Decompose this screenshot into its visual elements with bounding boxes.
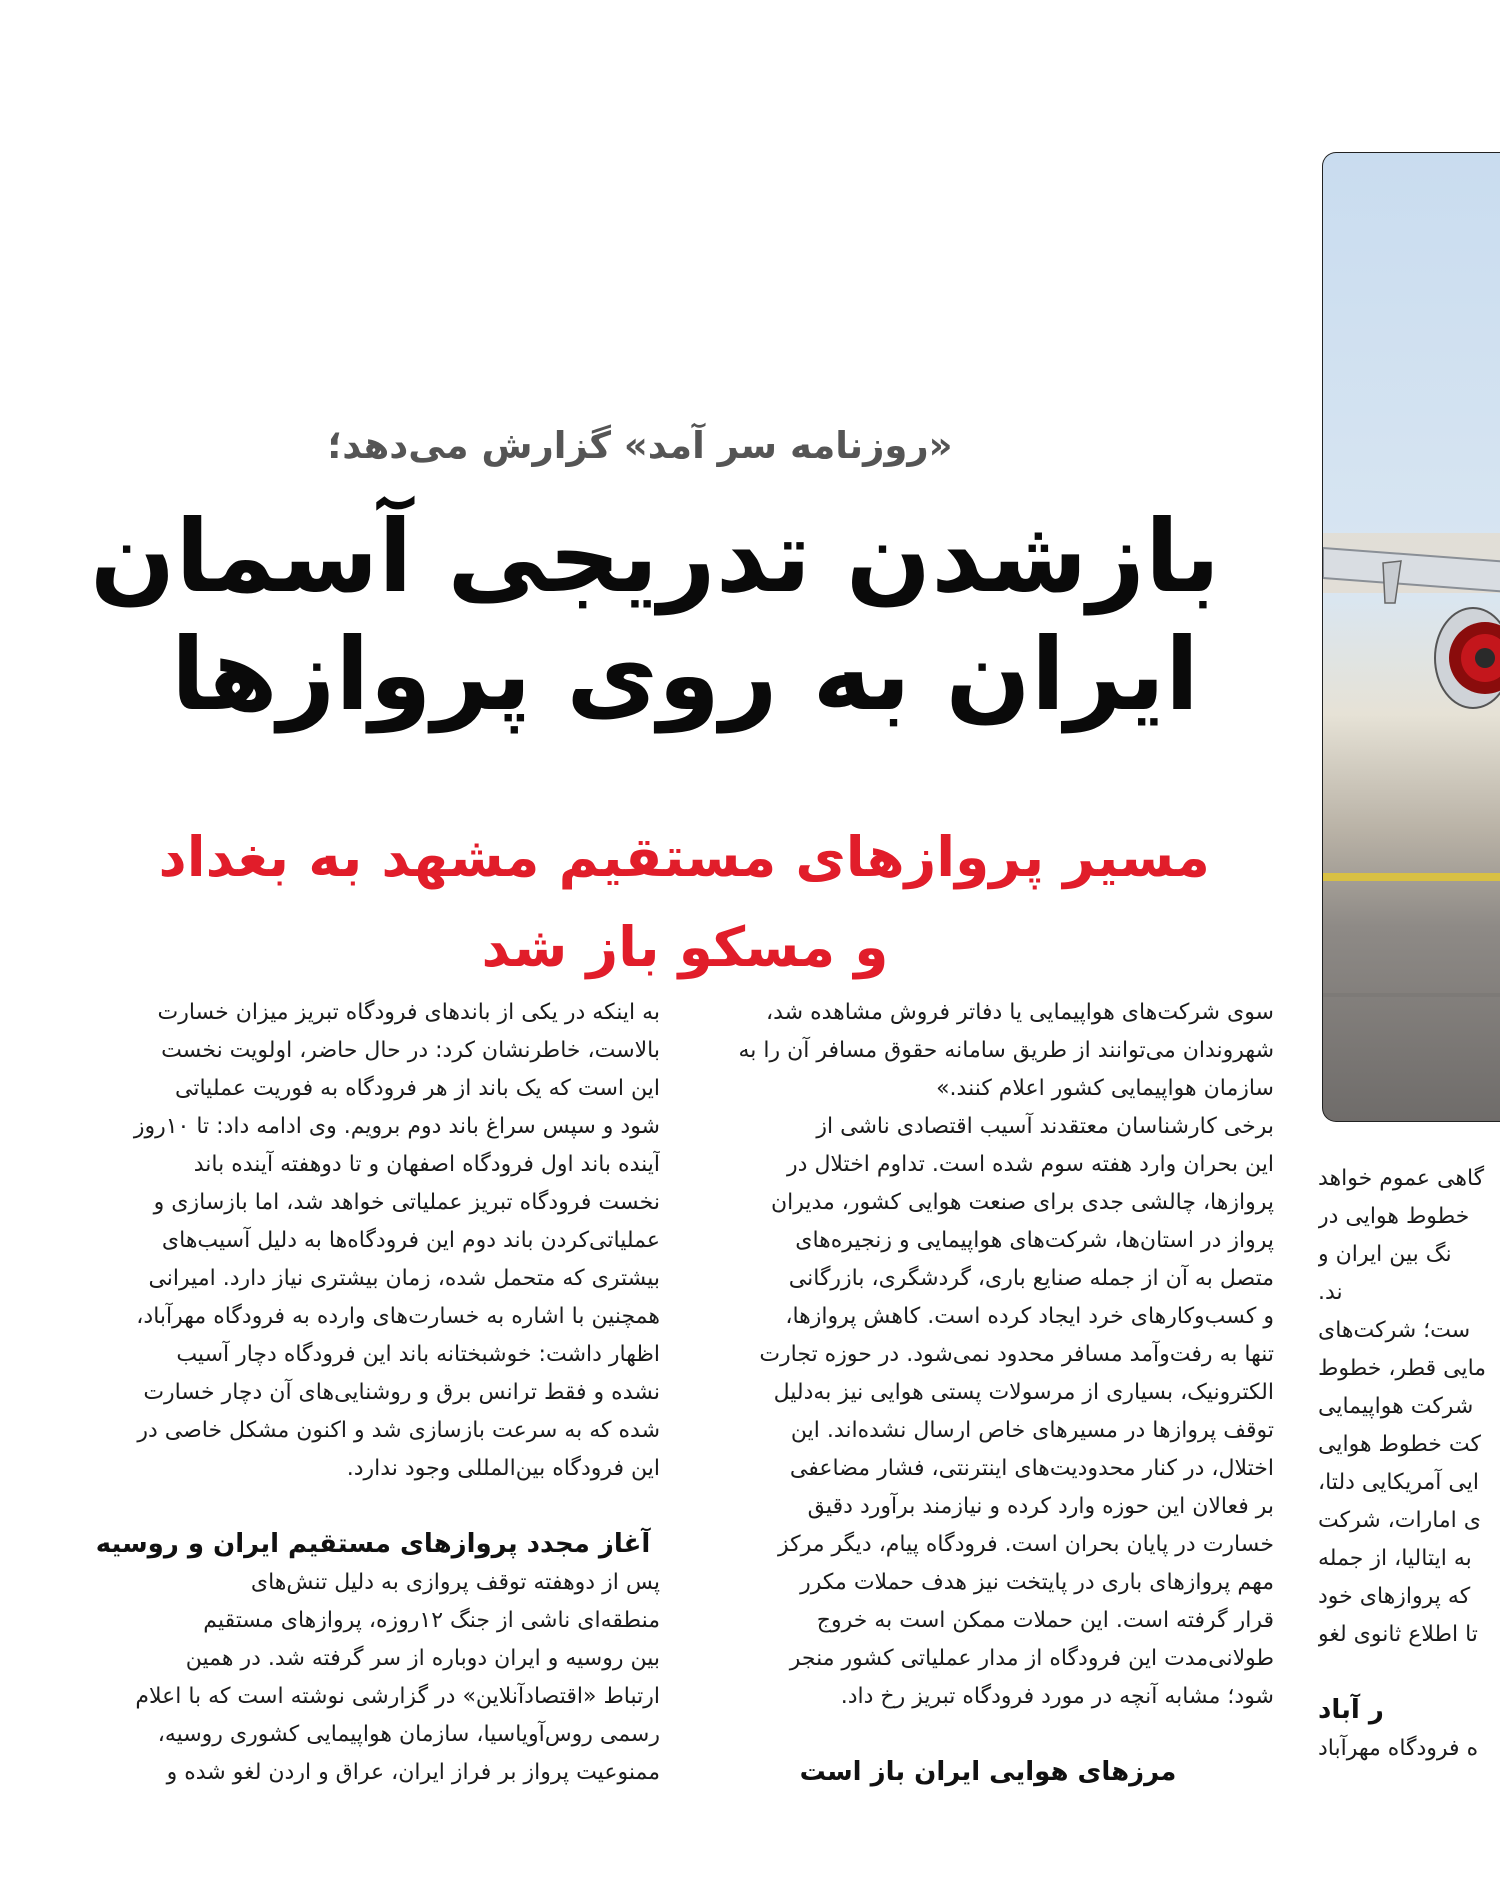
text-line: نخست فرودگاه تبریز عملیاتی خواهد شد، اما بازسازی و	[153, 1190, 660, 1215]
subheadline-line-1: مسیر پروازهای مستقیم مشهد به بغداد	[158, 825, 1210, 889]
section-heading-mehrabad: ر آباد	[1318, 1695, 1384, 1725]
subheadline	[160, 812, 1210, 992]
subheadline-line-2: و مسکو باز شد	[481, 915, 889, 979]
text-line: پس از دوهفته توقف پروازی به دلیل تنش‌های	[250, 1570, 660, 1595]
text-line: شود و سپس سراغ باند دوم برویم. وی ادامه داد: تا ۱۰روز	[133, 1114, 660, 1139]
text-line: به اینکه در یکی از باندهای فرودگاه تبریز میزان خسارت	[157, 1000, 660, 1025]
text-line: این بحران وارد هفته سوم شده است. تداوم اختلال در	[787, 1152, 1274, 1177]
text-line: منطقه‌ای ناشی از جنگ ۱۲روزه، پروازهای مستقیم	[203, 1608, 660, 1633]
text-line: ی امارات، شرکت	[1318, 1508, 1482, 1533]
kicker: «روزنامه سر آمد» گزارش می‌دهد؛	[327, 424, 953, 467]
text-line: گاهی عموم خواهد	[1318, 1166, 1485, 1191]
text-line: شود؛ مشابه آنچه در مورد فرودگاه تبریز رخ داد.	[840, 1684, 1274, 1709]
text-line: توقف پروازها در مسیرهای خاص ارسال نشده‌اند. این	[790, 1418, 1274, 1443]
headline-line-2: ایران به روی پروازها	[170, 616, 1200, 733]
text-line: که پروازهای خود	[1318, 1584, 1471, 1609]
text-line: تا اطلاع ثانوی لغو	[1318, 1622, 1478, 1647]
headline-line-1: بازشدن تدریجی آسمان	[90, 498, 1220, 615]
text-line: عملیاتی‌کردن باند دوم این فرودگاه‌ها به دلیل آسیب‌های	[161, 1228, 660, 1253]
article-column-far-right	[1318, 1160, 1500, 1768]
text-line: سازمان هواپیمایی کشور اعلام کنند.»	[936, 1076, 1274, 1101]
text-line: به ایتالیا، از جمله	[1318, 1546, 1472, 1571]
text-line: ست؛ شرکت‌های	[1318, 1318, 1471, 1343]
text-line: قرار گرفته است. این حملات ممکن است به خروج	[816, 1608, 1274, 1633]
text-line: بر فعالان این حوزه وارد کرده و نیازمند برآورد دقیق	[807, 1494, 1274, 1519]
article-column-left	[86, 994, 660, 1792]
text-line: ایی آمریکایی دلتا،	[1318, 1470, 1479, 1495]
airplane-photo	[1322, 152, 1500, 1122]
text-line: شده که به سرعت بازسازی شد و اکنون مشکل خاصی در	[137, 1418, 660, 1443]
text-line: خسارت در پایان بحران است. فرودگاه پیام، دیگر مرکز	[777, 1532, 1274, 1557]
section-heading-russia-flights: آغاز مجدد پروازهای مستقیم ایران و روسیه	[95, 1529, 651, 1559]
text-line: این است که یک باند از هر فرودگاه به فوریت عملیاتی	[175, 1076, 660, 1101]
text-line: ند.	[1318, 1280, 1343, 1305]
text-line: رسمی روس‌آویاسیا، سازمان هواپیمایی کشوری روسیه،	[157, 1722, 660, 1747]
text-line: پرواز در استان‌ها، شرکت‌های هواپیمایی و زنجیره‌های	[795, 1228, 1274, 1253]
airplane-photo-icon	[1323, 153, 1500, 1121]
text-line: بیشتری که متحمل شده، زمان بیشتری نیاز دارد. امیرانی	[148, 1266, 660, 1291]
text-line: بالاست، خاطرنشان کرد: در حال حاضر، اولویت نخست	[161, 1038, 660, 1063]
text-line: کت خطوط هوایی	[1318, 1432, 1481, 1457]
text-line: و کسب‌وکارهای خرد ایجاد کرده است. کاهش پروازها،	[785, 1304, 1274, 1329]
text-line: شرکت هواپیمایی	[1318, 1394, 1474, 1419]
text-line: اظهار داشت: خوشبختانه باند این فرودگاه دچار آسیب	[176, 1342, 660, 1367]
text-line: ممنوعیت پرواز بر فراز ایران، عراق و اردن لغو شده و	[166, 1760, 660, 1785]
text-line: طولانی‌مدت این فرودگاه از مدار عملیاتی کشور منجر	[789, 1646, 1274, 1671]
text-line: برخی کارشناسان معتقدند آسیب اقتصادی ناشی از	[816, 1114, 1274, 1139]
text-line: نگ بین ایران و	[1318, 1242, 1452, 1267]
text-line: بین روسیه و ایران دوباره از سر گرفته شد. در همین	[185, 1646, 660, 1671]
text-line: مهم پروازهای باری در پایتخت نیز هدف حملات مکرر	[800, 1570, 1274, 1595]
text-line: متصل به آن از جمله صنایع باری، گردشگری، بازرگانی	[788, 1266, 1274, 1291]
text-line: شهروندان می‌توانند از طریق سامانه حقوق مسافر آن را به	[738, 1038, 1274, 1063]
article-column-right	[702, 994, 1274, 1792]
section-heading-open-skies: مرزهای هوایی ایران باز است	[799, 1757, 1177, 1787]
text-line: سوی شرکت‌های هواپیمایی یا دفاتر فروش مشاهده شد،	[766, 1000, 1274, 1025]
headline	[90, 498, 1220, 734]
text-line: اختلال، در کنار محدودیت‌های اینترنتی، فشار مضاعفی	[789, 1456, 1274, 1481]
text-line: پروازها، چالشی جدی برای صنعت هوایی کشور، مدیران	[770, 1190, 1274, 1215]
text-line: خطوط هوایی در	[1318, 1204, 1470, 1229]
text-line: الکترونیک، بسیاری از مرسولات پستی هوایی نیز به‌دلیل	[773, 1380, 1274, 1405]
text-line: نشده و فقط ترانس برق و روشنایی‌های آن دچار خسارت	[143, 1380, 660, 1405]
text-line: آینده باند اول فرودگاه اصفهان و تا دوهفته آینده باند	[193, 1152, 660, 1177]
text-line: این فرودگاه بین‌المللی وجود ندارد.	[346, 1456, 660, 1481]
text-line: ارتباط «اقتصادآنلاین» در گزارشی نوشته است که با اعلام	[135, 1684, 660, 1709]
text-line: تنها به رفت‌وآمد مسافر محدود نمی‌شود. در حوزه تجارت	[759, 1342, 1274, 1367]
text-line: ه فرودگاه مهرآباد	[1318, 1736, 1479, 1761]
text-line: همچنین با اشاره به خسارت‌های وارده به فرودگاه مهرآباد،	[136, 1304, 660, 1329]
text-line: مایی قطر، خطوط	[1318, 1356, 1487, 1381]
